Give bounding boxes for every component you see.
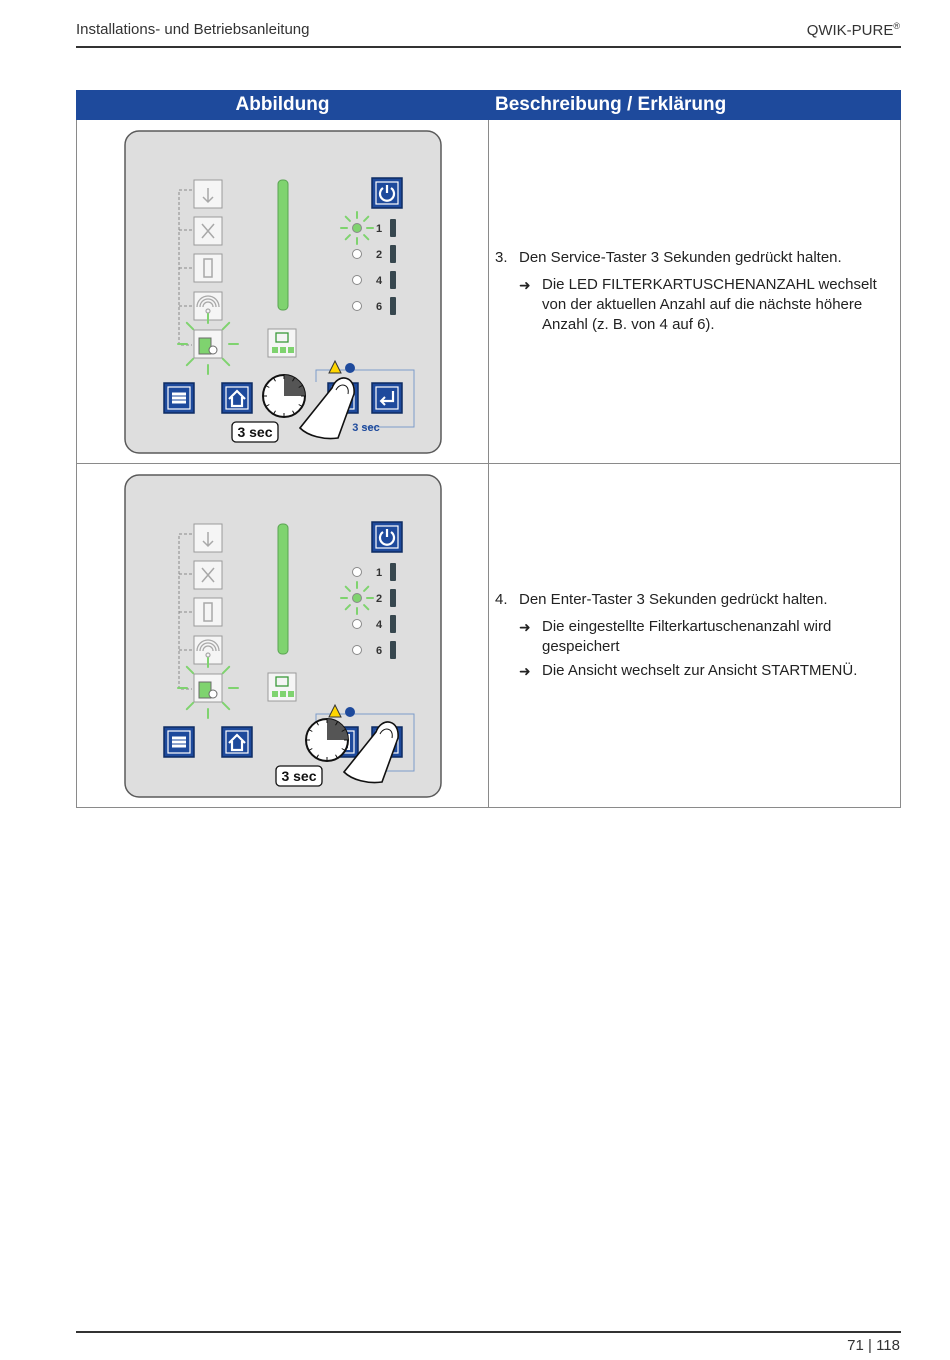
figure-cell [77,120,489,464]
cartridge-count-led [353,594,362,603]
result-text: Die eingestellte Filterkartuschenanzahl wird gespeichert [542,618,832,655]
arrow-right-icon: ➜ [519,619,531,635]
menu-button [164,727,194,757]
led-number-label: 4 [375,619,383,631]
cartridge-symbol-icon [390,245,396,263]
power-button [372,522,402,552]
cartridge-count-led [353,276,362,285]
led-number-label: 2 [375,249,383,261]
cartridge-symbol-icon [390,589,396,607]
led-number-label: 4 [375,275,383,287]
step-text: Den Service-Taster 3 Sekunden gedrückt halten. [519,249,842,266]
led-number-label: 2 [375,593,383,605]
flow-bar-indicator [278,524,288,654]
step-text: Den Enter-Taster 3 Sekunden gedrückt halten. [519,591,828,608]
result-item [495,661,892,681]
result-text: Die Ansicht wechselt zur Ansicht STARTMENÜ. [542,662,858,679]
header-rule [76,46,901,48]
control-panel-illustration [124,130,442,454]
header-doc-title: Installations- und Betriebsanleitung [76,21,310,38]
header-product-name [807,21,900,39]
duration-badge-label: 3 sec [237,424,273,440]
cartridge-count-led [353,568,362,577]
flow-bar-indicator [278,180,288,310]
column-header-figure: Abbildung [77,91,489,120]
cartridge-change-icon [194,330,222,358]
service-duration-label: 3 sec [352,422,380,434]
table-row [77,464,901,808]
description-cell [489,464,901,808]
page-number: 71 | 118 [847,1337,900,1354]
power-button [372,178,402,208]
control-panel-illustration [124,474,442,798]
column-header-description: Beschreibung / Erklärung [489,91,901,120]
cartridge-symbol-icon [390,271,396,289]
home-button [222,383,252,413]
cartridge-change-icon [194,674,222,702]
step-item [495,590,892,610]
cartridge-count-led [353,224,362,233]
arrow-right-icon: ➜ [519,663,531,679]
instruction-table [76,90,901,808]
cartridge-symbol-icon [390,563,396,581]
enter-button [372,383,402,413]
home-button [222,727,252,757]
registered-mark: ® [893,21,900,31]
timer-icon [306,719,348,761]
step-number: 4. [495,591,508,608]
menu-button [164,383,194,413]
bypass-icon [194,217,222,245]
result-item [495,617,892,657]
info-icon [345,707,355,717]
inlet-icon [194,524,222,552]
arrow-right-icon: ➜ [519,277,531,293]
bypass-icon [194,561,222,589]
result-text: Die LED FILTERKARTUSCHENANZAHL wechselt von der aktuellen Anzahl auf die nächste höhere Anzahl (z. B. von 4 auf 6). [542,276,877,333]
led-number-label: 6 [375,645,383,657]
cartridge-count-led [353,250,362,259]
cartridge-count-led [353,302,362,311]
table-header-row [77,91,901,120]
product-name: QWIK-PURE [806,22,894,39]
cartridge-symbol-icon [390,297,396,315]
led-number-label: 1 [375,223,383,235]
cartridge-count-led [353,620,362,629]
inlet-icon [194,180,222,208]
filter-icon [194,254,222,282]
cartridge-symbol-icon [390,219,396,237]
led-number-label: 6 [375,301,383,313]
timer-icon [263,375,305,417]
cartridge-count-led [353,646,362,655]
filter-icon [194,598,222,626]
step-item [495,248,892,268]
table-row [77,120,901,464]
description-cell [489,120,901,464]
duration-badge-label: 3 sec [281,768,317,784]
figure-cell [77,464,489,808]
network-icon [268,673,296,701]
step-number: 3. [495,249,508,266]
result-item [495,275,892,335]
cartridge-symbol-icon [390,641,396,659]
footer-rule [76,1331,901,1333]
network-icon [268,329,296,357]
led-number-label: 1 [375,567,383,579]
cartridge-symbol-icon [390,615,396,633]
info-icon [345,363,355,373]
